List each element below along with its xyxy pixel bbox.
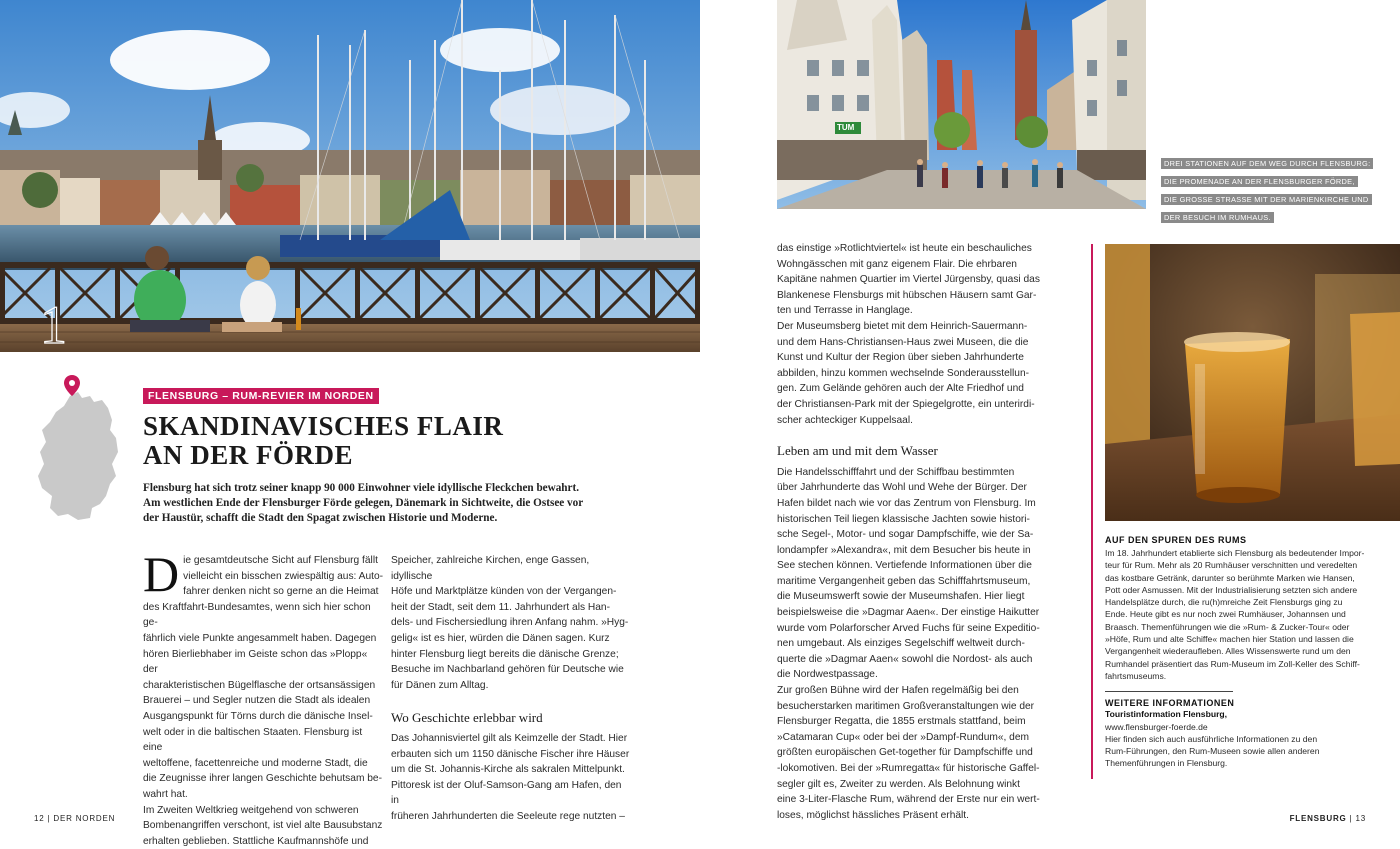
text-line: historischen Teil liegen klassische Jachten sowie histori- <box>777 513 1030 525</box>
text-line: Die Handelsschifffahrt und der Schiffbau bestimmten <box>777 466 1015 478</box>
text-line: ie gesamtdeutsche Sicht auf Flensburg fällt <box>183 555 378 566</box>
text-line: sche Segel-, Motor- und sogar Dampfschiffe, wie der Sa- <box>777 529 1034 541</box>
text-line: fahrer denken nicht so gerne an die Heimat <box>183 586 379 598</box>
text-line: -lokomotiven. Bei der »Rumregatta« für historische Gaffel- <box>777 763 1040 774</box>
text-line: größten europäischen Get-together für Dampfschiffe und <box>777 747 1033 759</box>
sidebar-rule <box>1105 691 1233 692</box>
street-photo <box>777 0 1146 209</box>
text-line: See stechen können. Vertiefende Informationen über die <box>777 560 1032 572</box>
text-line: segler gilt es, Zweiter zu werden. Als Belohnung winkt <box>777 778 1020 790</box>
text-line: welt oder in die baltischen Staaten. Flensburg ist eine <box>143 726 363 754</box>
text-line: Der Museumsberg bietet mit dem Heinrich-Sauermann- <box>777 320 1028 332</box>
lead-line: Am westlichen Ende der Flensburger Förde gelegen, Dänemark in Sichtweite, die Ostsee vor <box>143 497 584 510</box>
article-title <box>143 412 663 470</box>
text-line: gelig« ist es hier, würden die Dänen sagen. Kurz <box>391 632 610 644</box>
sidebar-title: AUF DEN SPUREN DES RUMS <box>1105 535 1247 545</box>
text-line: Blankenese Flensburgs mit hübschen Häusern samt Gar- <box>777 289 1037 301</box>
sidebar-line: Vergangenheit wiederaufleben. Alles Wissenswerte rund um den <box>1105 646 1351 657</box>
text-line: Im Zweiten Weltkrieg weitgehend von schweren <box>143 804 359 816</box>
lead-line: Flensburg hat sich trotz seiner knapp 90 000 Einwohner viele idyllische Fleckchen bewahrt. <box>143 482 580 494</box>
subheading: Leben am und mit dem Wasser <box>777 443 938 459</box>
text-line: des Kraftfahrt-Bundesamtes, wenn sich hier schon ge- <box>143 601 371 629</box>
sidebar-divider <box>1091 244 1093 779</box>
text-line: londampfer »Alexandra«, mit dem Besucher bis heute in <box>777 544 1031 556</box>
text-line: Hafen bildet nach wie vor das Zentrum von Flensburg. Im <box>777 497 1036 509</box>
sidebar-line: Handelsplätze durch, die ru(h)mreiche Zeit Flensburgs ging zu <box>1105 597 1343 608</box>
info-line: Rum-Führungen, den Rum-Museen sowie allen anderen <box>1105 746 1320 757</box>
text-line: die Zeugnisse ihrer langen Geschichte behutsam be- <box>143 773 382 785</box>
text-line: wahrt hat. <box>143 788 188 800</box>
info-line: Hier finden sich auch ausführliche Informationen zu den <box>1105 733 1318 744</box>
text-line: Ausgangspunkt für Törns durch die dänische Insel- <box>143 710 373 722</box>
sidebar-line: das kostbare Getränk, darunter so berühmte Marken wie Hansen, <box>1105 572 1355 583</box>
text-line: das einstige »Rotlichtviertel« ist heute ein beschauliches <box>777 243 1032 254</box>
title-line-2: AN DER FÖRDE <box>143 440 354 470</box>
info-line: Themenführungen in Flensburg. <box>1105 758 1228 769</box>
text-line: weltoffene, facettenreiche und moderne Stadt, die <box>143 757 368 769</box>
info-organisation: Touristinformation Flensburg, <box>1105 709 1228 720</box>
text-line: für Dänen zum Alltag. <box>391 679 489 691</box>
text-line: Bombenangriffen verschont, ist viel alte Bausubstanz <box>143 820 383 832</box>
text-line: hinter Flensburg liegt bereits die dänische Grenze; <box>391 648 619 660</box>
text-line: scher achteckiger Kuppelsaal. <box>777 414 913 426</box>
text-line: die Museumswerft sowie der Museumshafen. Hier liegt <box>777 591 1025 603</box>
caption-line: DER BESUCH IM RUMHAUS. <box>1161 212 1274 223</box>
shop-sign: TUM <box>837 123 855 132</box>
rum-glasses-photo <box>1105 244 1400 521</box>
body-column-2 <box>391 553 631 825</box>
text-line: Höfe und Marktplätze künden von der Vergangen- <box>391 586 617 598</box>
text-line: loses, möglichst hässliches Präsent erhält. <box>777 809 969 821</box>
text-line: nen umgebaut. Als einziges Segelschiff weltweit durch- <box>777 638 1025 650</box>
text-line: besucherstarken maritimen Großveranstaltungen wie der <box>777 700 1035 712</box>
sidebar-line: Pott oder Asmussen. Mit der Industrialisierung setzten sich andere <box>1105 584 1358 595</box>
text-line: eine 3-Liter-Flasche Rum, während der Erste nur ein wert- <box>777 794 1040 806</box>
sidebar-line: Rumhandel präsentiert das Rum-Museum im Zoll-Keller des Schiff- <box>1105 658 1360 669</box>
info-url-link[interactable]: www.flensburger-foerde.de <box>1105 721 1208 732</box>
text-line: dels- und Fischersiedlung ihren Anfang nahm. »Hyg- <box>391 617 629 629</box>
text-line: um die St. Johannis-Kirche als sakralen Mittelpunkt. <box>391 764 625 776</box>
text-line: die Nordwestpassage. <box>777 669 878 681</box>
text-line: hören Bierliebhaber im Geiste schon das »Plopp« der <box>143 648 368 676</box>
text-line: ten und Terrasse in Hanglage. <box>777 305 913 317</box>
sidebar-line: Im 18. Jahrhundert etablierte sich Flensburg als bedeutender Impor- <box>1105 548 1365 558</box>
text-line: fährlich viele Punkte angesammelt haben. Dagegen <box>143 632 377 644</box>
sidebar-line: »Höfe, Rum und alte Schiffe« machen hier Station und lassen die <box>1105 634 1354 645</box>
germany-map-icon <box>38 392 118 520</box>
text-line: Speicher, zahlreiche Kirchen, enge Gassen, idyllische <box>391 555 590 582</box>
text-line: beispielsweise die »Dagmar Aaen«. Der einstige Haikutter <box>777 607 1040 619</box>
text-line: über Jahrhunderte das Wohl und Wehe der Bürger. Der <box>777 482 1027 494</box>
title-line-1: SKANDINAVISCHES FLAIR <box>143 411 504 441</box>
text-line: Pittoresk ist der Oluf-Samson-Gang am Hafen, den in <box>391 779 622 807</box>
chapter-number: 1 <box>40 295 67 352</box>
text-line: Kapitäne nahmen Quartier im Viertel Jürgensby, quasi das <box>777 274 1040 286</box>
text-line: »Catamaran Cup« oder bei der »Dampf-Rundum«, dem <box>777 731 1029 743</box>
text-line: Flensburger Regatta, die 1855 erstmals stattfand, beim <box>777 716 1026 728</box>
text-line: wurde vom Polarforscher Arved Fuchs für seine Expeditio- <box>777 622 1040 634</box>
rum-sidebar <box>1105 535 1385 770</box>
caption-line: DREI STATIONEN AUF DEM WEG DURCH FLENSBURG: <box>1161 158 1373 169</box>
text-line: Wohngässchen mit ganz eigenem Flair. Die ehrbaren <box>777 258 1017 270</box>
germany-locator-map <box>32 372 132 522</box>
sidebar-line: Braasch. Themenführungen wie die »Rum- & Zucker-Tour« oder <box>1105 621 1350 632</box>
text-line: vielleicht ein bisschen zwiespältig aus: Auto- <box>183 570 384 582</box>
article-lead <box>143 481 703 527</box>
folio-number: | 13 <box>1349 814 1366 823</box>
caption-line: DIE GROSSE STRASSE MIT DER MARIENKIRCHE UND <box>1161 194 1372 205</box>
text-line: charakteristischen Bügelflasche der ortsansässigen <box>143 679 376 691</box>
text-line: erbauten sich um 1150 dänische Fischer ihre Häuser <box>391 748 630 760</box>
sidebar-line: teur für Rum. Mehr als 20 Rumhäuser verschnitten und veredelten <box>1105 560 1358 571</box>
text-line: gen. Zum Gelände gehören auch der Alte Friedhof und <box>777 383 1024 395</box>
text-line: und dem Hans-Christiansen-Haus zwei Museen, die die <box>777 336 1029 348</box>
caption-line: DIE PROMENADE AN DER FLENSBURGER FÖRDE, <box>1161 176 1358 187</box>
page-folio-left: 12 | DER NORDEN <box>34 814 116 823</box>
page-folio-right <box>1290 814 1366 823</box>
info-title: WEITERE INFORMATIONEN <box>1105 698 1235 709</box>
lead-line: der Haustür, schafft die Stadt den Spagat zwischen Historie und Moderne. <box>143 512 498 525</box>
sidebar-line: fahrtsmuseums. <box>1105 670 1167 681</box>
text-line: erhalten geblieben. Stattliche Kaufmannshöfe und <box>143 835 369 847</box>
text-line: Kunst und Kultur der Region über sieben Jahrhunderte <box>777 352 1024 364</box>
text-line: Besuche im Nachbarland gehören für Deutsche wie <box>391 664 624 676</box>
text-line: heit der Stadt, seit dem 11. Jahrhundert als Han- <box>391 601 610 613</box>
text-line: der Christiansen-Park mit der Spiegelgrotte, ein unterirdi- <box>777 398 1035 410</box>
text-line: abbilden, hinzu kommen wechselnde Sonderausstellun- <box>777 367 1030 379</box>
body-column-1 <box>143 546 384 849</box>
text-line: früheren Jahrhunderten die Seeleute rege nutzten – <box>391 810 625 822</box>
text-line: querte die »Dagmar Aaen« sowohl die Nordost- als auch <box>777 653 1033 665</box>
subheading: Wo Geschichte erlebbar wird <box>391 710 543 726</box>
text-line: Das Johannisviertel gilt als Keimzelle der Stadt. Hier <box>391 732 628 744</box>
text-line: maritime Vergangenheit geben das Schifffahrtsmuseum, <box>777 575 1031 587</box>
text-line: Zur großen Bühne wird der Hafen regelmäßig bei den <box>777 685 1019 697</box>
section-kicker: FLENSBURG – RUM-REVIER IM NORDEN <box>143 388 379 404</box>
text-line: Brauerei – und Segler nutzen die Stadt als idealen <box>143 695 371 707</box>
folio-label: FLENSBURG <box>1289 814 1347 823</box>
harbor-photo <box>0 0 700 352</box>
photo-caption <box>1161 153 1371 225</box>
sidebar-line: Ende. Heute gibt es nur noch zwei Rumhäuser, Johannsen und <box>1105 609 1346 620</box>
body-column-3 <box>777 241 1047 823</box>
dropcap: D <box>143 546 180 602</box>
